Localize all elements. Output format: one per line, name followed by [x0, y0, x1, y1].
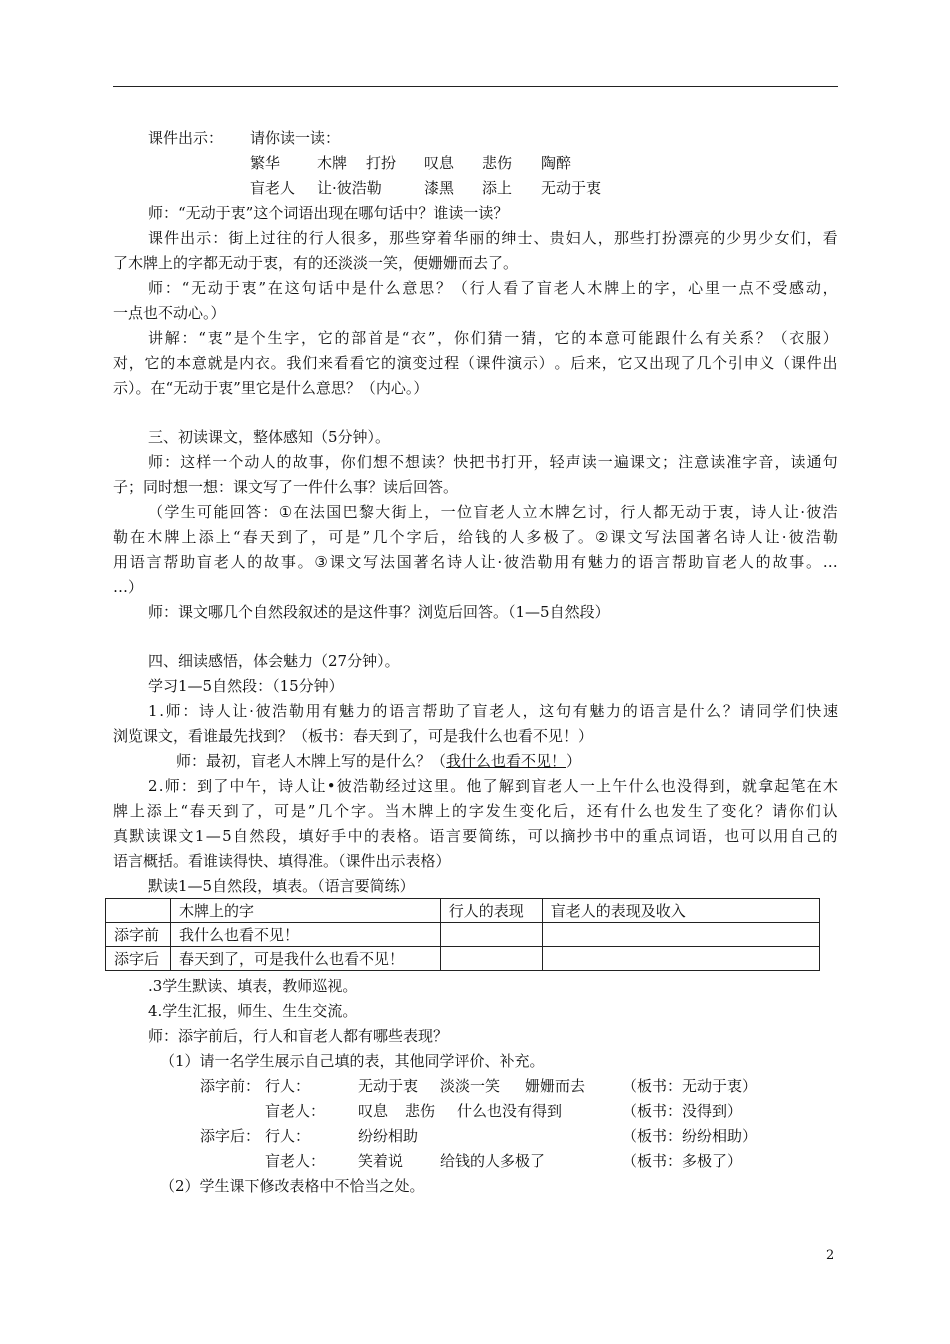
underlined-answer: 我什么也看不见！ [446, 752, 567, 770]
word-让彼浩勒: 让·彼浩勒 [317, 179, 382, 197]
summary-item: 悲伤 [405, 1102, 436, 1120]
table-header [106, 899, 171, 923]
table-row [106, 923, 820, 947]
table-cell [440, 947, 542, 971]
paragraph: （1）请一名学生展示自己填的表，其他同学评价、补充。 [160, 1052, 545, 1070]
paragraph-line: 了木牌上的字都无动于衷，有的还淡淡一笑，便姗姗而去了。 [113, 254, 519, 272]
section-heading-3: 三、初读课文，整体感知（5分钟）。 [148, 428, 391, 446]
comparison-table [105, 898, 820, 971]
paragraph-line: 用 语 言 帮 助 盲 老 人 的 故 事 。 ③ 课 文 写 法 国 著 名 诗 人 让 · 彼 浩 勒 用 有 魅 力 的 语 言 帮 助 盲 老 人 的 故 事 。 … [113, 553, 838, 571]
summary-board: （板书：没得到） [622, 1102, 743, 1120]
word-陶醉: 陶醉 [541, 154, 572, 172]
summary-item: 无动于衷 [358, 1077, 419, 1095]
summary-who: 盲老人： [265, 1152, 326, 1170]
table-cell [542, 947, 819, 971]
summary-who: 盲老人： [265, 1102, 326, 1120]
table-cell [542, 923, 819, 947]
summary-item: 给钱的人多极了 [440, 1152, 546, 1170]
paragraph: 师：课文哪几个自然段叙述的是这件事？浏览后回答。（1—5自然段） [148, 603, 610, 621]
page-number: 2 [826, 1248, 835, 1263]
table-caption: 默读1—5自然段，填表。（语言要简练） [148, 877, 415, 895]
paragraph-line: 语言概括。看谁读得快、填得准。（课件出示表格） [113, 852, 451, 870]
courseware-label: 课件出示： [148, 129, 224, 147]
paragraph: 师：“无动于衷”这个词语出现在哪句话中？谁读一读？ [148, 204, 509, 222]
paragraph: 师：最初，盲老人木牌上写的是什么？（我什么也看不见！） [176, 752, 582, 770]
summary-item: 笑着说 [358, 1152, 404, 1170]
section-heading-4: 四、细读感悟，体会魅力（27分钟）。 [148, 652, 400, 670]
table-cell: 我什么也看不见！ [170, 923, 440, 947]
summary-item: 淡淡一笑 [440, 1077, 501, 1095]
summary-item: 纷纷相助 [358, 1127, 419, 1145]
paragraph: .3学生默读、填表，教师巡视。 [148, 977, 358, 995]
table-cell: 添字后 [106, 947, 171, 971]
paragraph: （2）学生课下修改表格中不恰当之处。 [160, 1177, 425, 1195]
summary-board: （板书：无动于衷） [622, 1077, 758, 1095]
paragraph-line: （ 学 生 可 能 回 答 ： ① 在 法 国 巴 黎 大 街 上 ， 一 位 盲 老 人 立 木 牌 乞 讨 ， 行 人 都 无 动 于 衷 ， 诗 人 让 · 彼 浩 [148, 503, 838, 521]
table-header: 木牌上的字 [170, 899, 440, 923]
word-悲伤: 悲伤 [482, 154, 513, 172]
summary-item: 什么也没有得到 [457, 1102, 563, 1120]
paragraph-line: 1 . 师 ： 诗 人 让 · 彼 浩 勒 用 有 魅 力 的 语 言 帮 助 了 盲 老 人 ， 这 句 有 魅 力 的 语 言 是 什 么 ？ 请 同 学 们 快 速 [148, 702, 838, 720]
word-木牌: 木牌 [317, 154, 348, 172]
paragraph: 师：添字前后，行人和盲老人都有哪些表现？ [148, 1027, 449, 1045]
paragraph-line: 浏览课文，看谁最先找到？（板书：春天到了，可是我什么也看不见！） [113, 727, 594, 745]
summary-who: 行人： [265, 1077, 311, 1095]
table-header: 盲老人的表现及收入 [542, 899, 819, 923]
header-rule [113, 86, 838, 87]
paragraph-line: 一点也不动心。） [113, 304, 226, 322]
word-漆黑: 漆黑 [424, 179, 455, 197]
word-无动于衷: 无动于衷 [541, 179, 602, 197]
table-cell: 添字前 [106, 923, 171, 947]
table-cell: 春天到了，可是我什么也看不见！ [170, 947, 440, 971]
word-添上: 添上 [482, 179, 513, 197]
paragraph-line: 课 件 出 示 ： 街 上 过 往 的 行 人 很 多 ， 那 些 穿 着 华 丽 的 绅 士 、 贵 妇 人 ， 那 些 打 扮 漂 亮 的 少 男 少 女 们 ， 看 [148, 229, 838, 247]
word-繁华: 繁华 [250, 154, 281, 172]
paragraph-line: …） [113, 578, 144, 596]
word-叹息: 叹息 [424, 154, 455, 172]
summary-board: （板书：纷纷相助） [622, 1127, 758, 1145]
paragraph-line: 勒 在 木 牌 上 添 上 “ 春 天 到 了 ， 可 是 ” 几 个 字 后 ， 给 钱 的 人 多 极 了 。 ② 课 文 写 法 国 著 名 诗 人 让 · 彼 浩 勒 [113, 528, 838, 546]
table-header: 行人的表现 [440, 899, 542, 923]
summary-board: （板书：多极了） [622, 1152, 743, 1170]
paragraph-line: 子；同时想一想：课文写了一件什么事？读后回答。 [113, 478, 459, 496]
summary-group-after: 添字后： [200, 1127, 261, 1145]
paragraph-line: 师 ： “ 无 动 于 衷 ” 在 这 句 话 中 是 什 么 意 思 ？ （ 行 人 看 了 盲 老 人 木 牌 上 的 字 ， 心 里 一 点 不 受 感 动 ， [148, 279, 838, 297]
word-打扮: 打扮 [366, 154, 397, 172]
read-prompt: 请你读一读： [250, 129, 341, 147]
summary-item: 叹息 [358, 1102, 389, 1120]
paragraph-line: 对 ， 它 的 本 意 就 是 内 衣 。 我 们 来 看 看 它 的 演 变 过 程 （ 课 件 演 示 ） 。 后 来 ， 它 又 出 现 了 几 个 引 申 义 （ 课 件 出 [113, 354, 838, 372]
table-cell [440, 923, 542, 947]
summary-group-before: 添字前： [200, 1077, 261, 1095]
paragraph-line: 牌 上 添 上 “ 春 天 到 了 ， 可 是 ” 几 个 字 。 当 木 牌 上 的 字 发 生 变 化 后 ， 还 有 什 么 也 发 生 了 变 化 ？ 请 你 们 认 [113, 802, 838, 820]
word-盲老人: 盲老人 [250, 179, 296, 197]
summary-item: 姗姗而去 [525, 1077, 586, 1095]
paragraph: 4.学生汇报，师生、生生交流。 [148, 1002, 358, 1020]
paragraph-line: 讲 解 ： “ 衷 ” 是 个 生 字 ， 它 的 部 首 是 “ 衣 ” ， 你 们 猜 一 猜 ， 它 的 本 意 可 能 跟 什 么 有 关 系 ？ （ 衣 服 ） [148, 329, 838, 347]
paragraph-line: 2 . 师 ： 到 了 中 午 ， 诗 人 让 • 彼 浩 勒 经 过 这 里 。 他 了 解 到 盲 老 人 一 上 午 什 么 也 没 得 到 ， 就 拿 起 笔 在 木 [148, 777, 838, 795]
paragraph-line: 师 ： 这 样 一 个 动 人 的 故 事 ， 你 们 想 不 想 读 ？ 快 把 书 打 开 ， 轻 声 读 一 遍 课 文 ； 注 意 读 准 字 音 ， 读 通 句 [148, 453, 838, 471]
table-header-row [106, 899, 820, 923]
summary-who: 行人： [265, 1127, 311, 1145]
paragraph: 学习1—5自然段：（15分钟） [148, 677, 344, 695]
paragraph-line: 真 默 读 课 文 1 — 5 自 然 段 ， 填 好 手 中 的 表 格 。 语 言 要 简 练 ， 可 以 摘 抄 书 中 的 重 点 词 语 ， 也 可 以 用 自 己 的 [113, 827, 838, 845]
table-row [106, 947, 820, 971]
paragraph-line: 示）。在“无动于衷”里它是什么意思？（内心。） [113, 379, 429, 397]
